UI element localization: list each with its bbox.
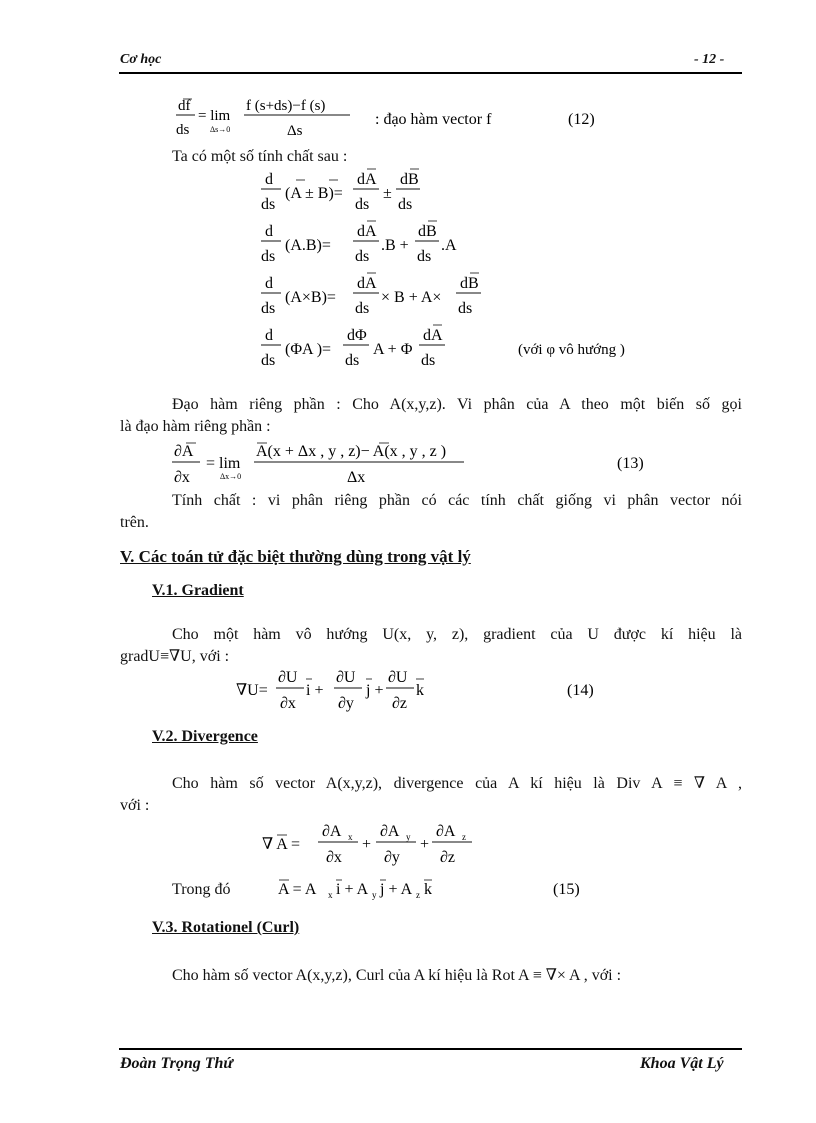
svg-text:∇U=: ∇U=: [236, 682, 268, 699]
divergence-line-2: với :: [120, 797, 150, 814]
svg-text:(ΦA )=: (ΦA )=: [285, 341, 332, 358]
svg-text:∂z: ∂z: [440, 849, 456, 866]
footer-department: Khoa Vật Lý: [640, 1055, 724, 1072]
svg-text:ds: ds: [261, 248, 276, 265]
partial-line-2: là đạo hàm riêng phần :: [120, 418, 271, 435]
svg-text:k: k: [416, 682, 424, 699]
svg-text:Δs→0: Δs→0: [210, 125, 231, 134]
svg-text:∂z: ∂z: [392, 695, 408, 712]
equation-14: [234, 666, 614, 716]
gradient-paragraph: [120, 624, 742, 668]
svg-text:z: z: [462, 832, 466, 842]
svg-text:y: y: [372, 890, 377, 900]
svg-text:j + A: j + A: [380, 881, 413, 898]
derivative-properties: [255, 166, 675, 370]
svg-text:ds: ds: [421, 352, 436, 369]
svg-text:.B +: .B +: [381, 237, 409, 254]
eq15-number: (15): [553, 881, 580, 898]
svg-text:dA: dA: [357, 171, 377, 188]
eq13-number: (13): [617, 455, 644, 472]
divergence-paragraph: [120, 773, 742, 817]
scalar-note: (với φ vô hướng ): [518, 342, 625, 358]
svg-text:f (s+ds)−f (s): f (s+ds)−f (s): [246, 98, 326, 114]
svg-text:(A ± B)=: (A ± B)=: [285, 185, 343, 202]
section-title: V. Các toán tử đặc biệt thường dùng trong vật lý: [120, 547, 471, 566]
svg-text:A(x + Δx , y , z)− A(x , y , z: A(x + Δx , y , z)− A(x , y , z ): [256, 443, 447, 460]
svg-text:∇ A =: ∇ A =: [262, 836, 300, 853]
svg-text:= lim: = lim: [198, 108, 231, 124]
svg-text:= lim: = lim: [206, 455, 241, 472]
eq12-note: : đạo hàm vector f: [375, 111, 492, 128]
svg-text:d: d: [265, 223, 273, 240]
svg-text:ds: ds: [176, 122, 190, 138]
svg-text:y: y: [406, 832, 411, 842]
svg-text:df: df: [178, 98, 191, 114]
svg-text:ds: ds: [261, 196, 276, 213]
partial-paragraph: [120, 394, 742, 438]
svg-text:∂x: ∂x: [326, 849, 342, 866]
svg-text:A + Φ: A + Φ: [373, 341, 413, 358]
svg-text:dA: dA: [357, 223, 377, 240]
equation-13: [172, 438, 672, 490]
svg-text:Δs: Δs: [287, 123, 303, 139]
svg-text:ds: ds: [355, 300, 370, 317]
footer-rule: [119, 1048, 742, 1050]
divergence-title: V.2. Divergence: [152, 728, 258, 745]
svg-text:x: x: [348, 832, 353, 842]
gradient-title: V.1. Gradient: [152, 582, 244, 599]
svg-text:(A×B)=: (A×B)=: [285, 289, 336, 306]
svg-text:dA: dA: [423, 327, 443, 344]
svg-text:ds: ds: [355, 248, 370, 265]
svg-text:(A.B)=: (A.B)=: [285, 237, 331, 254]
footer-author: Đoàn Trọng Thứ: [120, 1055, 234, 1072]
svg-text:+: +: [420, 836, 430, 853]
svg-text:x: x: [328, 890, 333, 900]
svg-text:Δx→0: Δx→0: [220, 472, 242, 481]
svg-text:ds: ds: [355, 196, 370, 213]
equation-12: [172, 96, 612, 146]
svg-text:k: k: [424, 881, 432, 898]
svg-text:∂x: ∂x: [174, 469, 190, 486]
eq12-number: (12): [568, 111, 595, 128]
svg-text:ds: ds: [345, 352, 360, 369]
svg-text:Δx: Δx: [347, 469, 366, 486]
svg-text:∂A: ∂A: [380, 823, 400, 840]
svg-text:d: d: [265, 171, 273, 188]
where-label: Trong đó: [172, 881, 231, 898]
vector-components: [276, 872, 616, 904]
svg-text:∂y: ∂y: [384, 849, 400, 866]
svg-text:A = A: A = A: [278, 881, 317, 898]
svg-text:+: +: [362, 836, 372, 853]
svg-text:dB: dB: [400, 171, 419, 188]
svg-text:i + A: i + A: [336, 881, 369, 898]
svg-text:∂U: ∂U: [388, 669, 408, 686]
svg-text:∂y: ∂y: [338, 695, 354, 712]
svg-text:±: ±: [383, 185, 392, 202]
svg-text:dB: dB: [418, 223, 437, 240]
svg-text:∂A: ∂A: [436, 823, 456, 840]
svg-text:j +: j +: [366, 682, 384, 699]
svg-text:d: d: [265, 275, 273, 292]
svg-text:ds: ds: [417, 248, 432, 265]
svg-text:ds: ds: [458, 300, 473, 317]
page-number: - 12 -: [694, 52, 725, 67]
svg-text:z: z: [416, 890, 420, 900]
header-title: Cơ học: [120, 52, 162, 67]
curl-line-1: Cho hàm số vector A(x,y,z), Curl của A kí hiệu là Rot A ≡ ∇× A , với :: [172, 967, 622, 984]
svg-text:ds: ds: [261, 352, 276, 369]
curl-title: V.3. Rotationel (Curl): [152, 919, 300, 936]
divergence-line-1: Cho hàm số vector A(x,y,z), divergence của A kí hiệu là Div A ≡ ∇ A ,: [172, 775, 742, 792]
svg-text:ds: ds: [398, 196, 413, 213]
svg-text:∂A: ∂A: [174, 443, 194, 460]
svg-text:∂U: ∂U: [278, 669, 298, 686]
svg-text:i +: i +: [306, 682, 324, 699]
svg-text:.A: .A: [441, 237, 457, 254]
gradient-line-2: gradU≡∇U, với :: [120, 648, 230, 665]
divergence-equation: [260, 818, 480, 870]
property-line-2: trên.: [120, 514, 149, 531]
svg-text:ds: ds: [261, 300, 276, 317]
svg-text:dA: dA: [357, 275, 377, 292]
svg-text:∂A: ∂A: [322, 823, 342, 840]
svg-text:× B + A×: × B + A×: [381, 289, 442, 306]
svg-text:∂x: ∂x: [280, 695, 296, 712]
svg-text:dB: dB: [460, 275, 479, 292]
properties-intro: Ta có một số tính chất sau :: [172, 148, 348, 165]
property-paragraph: [120, 490, 742, 534]
property-line-1: Tính chất : vi phân riêng phần có các tính chất giống vi phân vector nói: [172, 492, 742, 509]
header-rule: [119, 72, 742, 74]
svg-text:d: d: [265, 327, 273, 344]
partial-line-1: Đạo hàm riêng phần : Cho A(x,y,z). Vi phân của A theo một biến số gọi: [172, 396, 742, 413]
svg-text:∂U: ∂U: [336, 669, 356, 686]
svg-text:dΦ: dΦ: [347, 327, 367, 344]
eq14-number: (14): [567, 682, 594, 699]
gradient-line-1: Cho một hàm vô hướng U(x, y, z), gradient của U được kí hiệu là: [172, 626, 742, 643]
